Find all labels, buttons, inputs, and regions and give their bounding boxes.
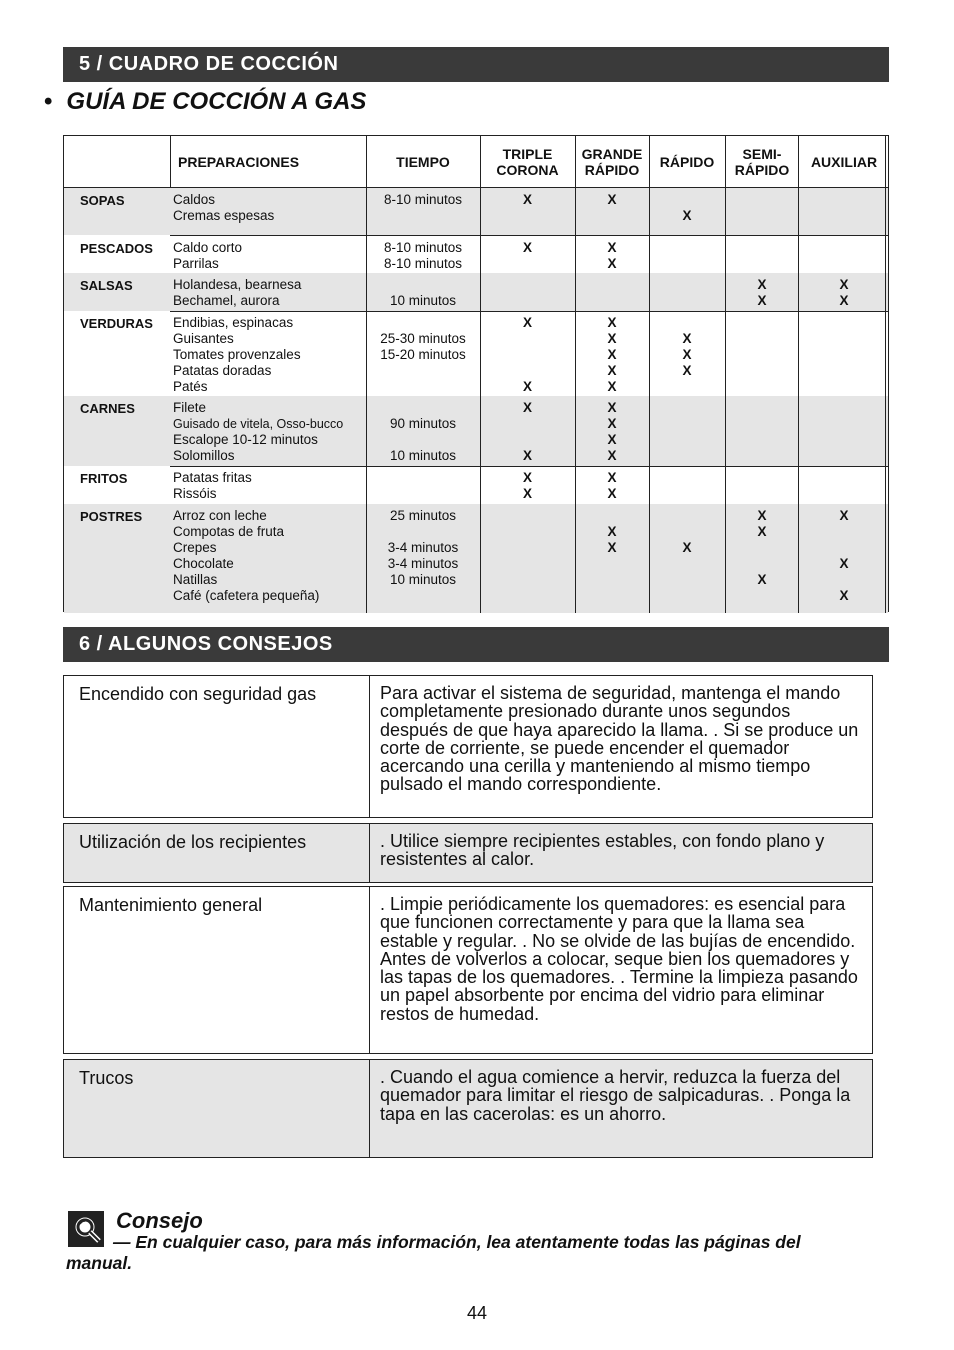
burner-mark xyxy=(650,315,724,331)
burner-mark xyxy=(576,208,648,224)
cooking-time: 3-4 minutos xyxy=(387,556,459,571)
cooking-time: 8-10 minutos xyxy=(383,192,463,207)
burner-mark xyxy=(800,379,888,395)
preparation-item: Guisado de vitela, Osso-bucco xyxy=(173,417,344,431)
preparation-item: Solomillos xyxy=(173,448,235,463)
burner-mark xyxy=(726,192,798,208)
tip-text: . Limpie periódicamente los quemadores: es esencial para que funcionen correctamente y para que la llama sea estable y regular. . No se olvide de las bujías de encendido. Antes de volverlos a colocar, seque bien los quemadores y las tapas de los quemadores. . Termine la limpieza pasando un papel absorbente por encima del vidrio para eliminar restos de humedad. xyxy=(380,894,858,1024)
cooking-time: 90 minutos xyxy=(389,416,457,431)
burner-mark xyxy=(800,432,888,448)
burner-mark xyxy=(481,524,574,540)
table-row-group xyxy=(64,311,888,396)
burner-mark: X xyxy=(839,556,849,571)
guide-title xyxy=(44,88,366,116)
burner-mark xyxy=(800,470,888,486)
tip-row xyxy=(63,1059,873,1158)
header-tiempo: TIEMPO xyxy=(396,154,450,170)
burner-mark xyxy=(576,293,648,309)
section-5-title: 5 / CUADRO DE COCCIÓN xyxy=(79,53,339,75)
category-label: SOPAS xyxy=(80,193,125,208)
burner-mark xyxy=(800,256,888,272)
cooking-time xyxy=(367,363,479,379)
burner-mark: X xyxy=(522,379,532,394)
cooking-time xyxy=(367,315,479,331)
burner-mark xyxy=(481,556,574,572)
bullet-icon: • xyxy=(44,88,53,115)
cooking-time xyxy=(367,432,479,448)
burner-mark xyxy=(800,363,888,379)
preparation-item: Cremas espesas xyxy=(173,208,275,223)
table-row-group xyxy=(64,188,888,235)
burner-mark xyxy=(800,347,888,363)
preparation-item: Filete xyxy=(173,400,207,415)
burner-mark xyxy=(481,572,574,588)
cooking-time xyxy=(367,588,479,604)
burner-mark xyxy=(576,588,648,604)
burner-mark xyxy=(726,208,798,224)
burner-mark: X xyxy=(607,347,617,362)
cooking-time: 25-30 minutos xyxy=(380,331,466,346)
preparation-item: Parrilas xyxy=(173,256,219,271)
burner-mark xyxy=(800,540,888,556)
burner-mark xyxy=(800,192,888,208)
cooking-time xyxy=(367,379,479,395)
burner-mark: X xyxy=(839,588,849,603)
cooking-time: 8-10 minutos xyxy=(383,240,463,255)
burner-mark: X xyxy=(607,379,617,394)
burner-mark xyxy=(650,508,724,524)
burner-mark xyxy=(481,363,574,379)
burner-mark xyxy=(800,572,888,588)
table-row-group xyxy=(64,396,888,466)
burner-mark xyxy=(576,508,648,524)
cooking-time xyxy=(367,208,479,224)
table-row-group xyxy=(64,466,888,504)
category-label: POSTRES xyxy=(80,509,143,524)
burner-mark xyxy=(481,588,574,604)
cooking-time: 10 minutos xyxy=(389,572,457,587)
burner-mark xyxy=(481,208,574,224)
tip-text: Para activar el sistema de seguridad, mantenga el mando completamente presionado durante unos segundos después de que haya aparecido la llama. . Si se produce un corte de corriente, se puede encender el quemador acercando una cerilla y manteniendo al mismo tiempo pulsado el mando correspondiente. xyxy=(380,683,859,795)
category-label: VERDURAS xyxy=(80,316,153,331)
burner-mark xyxy=(726,486,798,502)
burner-mark: X xyxy=(607,363,617,378)
burner-mark xyxy=(576,277,648,293)
preparation-item: Arroz con leche xyxy=(173,508,267,523)
burner-mark xyxy=(481,277,574,293)
burner-mark xyxy=(800,400,888,416)
burner-mark xyxy=(726,470,798,486)
advice-title: Consejo xyxy=(116,1208,203,1233)
header-auxiliar: AUXILIAR xyxy=(810,154,878,170)
header-preparaciones: PREPARACIONES xyxy=(178,154,300,170)
burner-mark: X xyxy=(682,331,692,346)
burner-mark: X xyxy=(607,315,617,330)
tip-label: Encendido con seguridad gas xyxy=(79,684,317,704)
burner-mark xyxy=(800,416,888,432)
cooking-time: 8-10 minutos xyxy=(383,256,463,271)
burner-mark: X xyxy=(607,470,617,485)
burner-mark xyxy=(726,432,798,448)
burner-mark: X xyxy=(522,192,532,207)
burner-mark: X xyxy=(757,572,767,587)
burner-mark xyxy=(800,331,888,347)
burner-mark xyxy=(726,315,798,331)
section-6-header xyxy=(63,627,889,662)
burner-mark xyxy=(726,448,798,464)
burner-mark xyxy=(726,331,798,347)
burner-mark: X xyxy=(607,524,617,539)
section-5-header xyxy=(63,47,889,82)
cooking-time xyxy=(367,277,479,293)
burner-mark: X xyxy=(682,347,692,362)
burner-mark: X xyxy=(607,192,617,207)
tip-row xyxy=(63,675,873,818)
preparation-item: Bechamel, aurora xyxy=(173,293,280,308)
burner-mark xyxy=(576,556,648,572)
burner-mark: X xyxy=(522,400,532,415)
preparation-item: Compotas de fruta xyxy=(173,524,285,539)
burner-mark: X xyxy=(522,486,532,501)
table-row-group xyxy=(64,273,888,311)
burner-mark xyxy=(800,208,888,224)
burner-mark xyxy=(650,293,724,309)
burner-mark: X xyxy=(522,240,532,255)
burner-mark: X xyxy=(682,208,692,223)
preparation-item: Tomates provenzales xyxy=(173,347,301,362)
burner-mark: X xyxy=(839,508,849,523)
header-rapido: RÁPIDO xyxy=(659,154,715,170)
burner-mark xyxy=(481,416,574,432)
tip-text: . Cuando el agua comience a hervir, reduzca la fuerza del quemador para limitar el riesgo de salpicaduras. . Ponga la tapa en las cacerolas: es un ahorro. xyxy=(380,1067,851,1124)
burner-mark xyxy=(650,379,724,395)
burner-mark xyxy=(650,448,724,464)
burner-mark xyxy=(481,331,574,347)
burner-mark: X xyxy=(757,508,767,523)
section-6-title: 6 / ALGUNOS CONSEJOS xyxy=(79,633,333,655)
burner-mark xyxy=(481,256,574,272)
burner-mark xyxy=(650,588,724,604)
burner-mark xyxy=(726,347,798,363)
burner-mark: X xyxy=(607,331,617,346)
burner-mark xyxy=(726,556,798,572)
burner-mark xyxy=(800,315,888,331)
burner-mark xyxy=(481,347,574,363)
cooking-time: 25 minutos xyxy=(389,508,457,523)
preparation-item: Chocolate xyxy=(173,556,234,571)
burner-mark xyxy=(800,486,888,502)
category-label: FRITOS xyxy=(80,471,128,486)
burner-mark xyxy=(726,379,798,395)
burner-mark xyxy=(650,416,724,432)
cooking-time: 10 minutos xyxy=(389,448,457,463)
burner-mark: X xyxy=(607,448,617,463)
cooking-time: 3-4 minutos xyxy=(387,540,459,555)
burner-mark xyxy=(726,363,798,379)
burner-mark xyxy=(650,470,724,486)
preparation-item: Crepes xyxy=(173,540,217,555)
burner-mark xyxy=(726,416,798,432)
burner-mark xyxy=(726,240,798,256)
burner-mark: X xyxy=(839,277,849,292)
tip-text: . Utilice siempre recipientes estables, con fondo plano y resistentes al calor. xyxy=(380,831,825,870)
preparation-item: Patatas doradas xyxy=(173,363,272,378)
burner-mark: X xyxy=(682,363,692,378)
burner-mark xyxy=(726,256,798,272)
table-row-group xyxy=(64,236,888,273)
burner-mark xyxy=(481,432,574,448)
cooking-time xyxy=(367,524,479,540)
header-grande-rapido: GRANDE RÁPIDO xyxy=(581,146,643,178)
burner-mark: X xyxy=(607,486,617,501)
preparation-item: Caldo corto xyxy=(173,240,243,255)
burner-mark xyxy=(726,588,798,604)
burner-mark: X xyxy=(607,432,617,447)
burner-mark xyxy=(800,448,888,464)
tip-label: Mantenimiento general xyxy=(79,895,263,915)
burner-mark: X xyxy=(522,315,532,330)
burner-mark xyxy=(650,256,724,272)
category-label: PESCADOS xyxy=(80,241,153,256)
header-triple-corona: TRIPLE CORONA xyxy=(496,146,559,178)
preparation-item: Caldos xyxy=(173,192,216,207)
table-row-group xyxy=(64,504,888,613)
preparation-item: Natillas xyxy=(173,572,218,587)
burner-mark xyxy=(800,524,888,540)
preparation-item: Endibias, espinacas xyxy=(173,315,294,330)
category-label: SALSAS xyxy=(80,278,133,293)
burner-mark xyxy=(726,540,798,556)
burner-mark xyxy=(650,240,724,256)
advice-text: — En cualquier caso, para más información, lea atentamente todas las páginas del manual. xyxy=(66,1232,801,1273)
preparation-item: Patatas fritas xyxy=(173,470,252,485)
page-number: 44 xyxy=(466,1303,488,1323)
cooking-time xyxy=(367,400,479,416)
burner-mark: X xyxy=(522,448,532,463)
preparation-item: Café (cafetera pequeña) xyxy=(173,588,320,603)
burner-mark xyxy=(650,572,724,588)
tip-label: Trucos xyxy=(79,1068,134,1088)
burner-mark xyxy=(650,524,724,540)
burner-mark: X xyxy=(607,400,617,415)
burner-mark xyxy=(650,400,724,416)
burner-mark: X xyxy=(757,293,767,308)
burner-mark: X xyxy=(757,277,767,292)
burner-mark: X xyxy=(839,293,849,308)
burner-mark: X xyxy=(682,540,692,555)
burner-mark: X xyxy=(607,256,617,271)
cooking-time xyxy=(367,470,479,486)
burner-mark xyxy=(726,400,798,416)
tip-row xyxy=(63,823,873,883)
burner-mark xyxy=(481,508,574,524)
header-semi-rapido: SEMI- RÁPIDO xyxy=(734,146,790,178)
preparation-item: Holandesa, bearnesa xyxy=(173,277,302,292)
cooking-time xyxy=(367,486,479,502)
burner-mark xyxy=(481,540,574,556)
burner-mark: X xyxy=(607,240,617,255)
burner-mark: X xyxy=(607,416,617,431)
burner-mark: X xyxy=(522,470,532,485)
burner-mark xyxy=(650,192,724,208)
burner-mark: X xyxy=(757,524,767,539)
cooking-time: 15-20 minutos xyxy=(380,347,466,362)
burner-mark xyxy=(800,240,888,256)
preparation-item: Escalope 10-12 minutos xyxy=(173,432,318,447)
burner-mark xyxy=(650,486,724,502)
preparation-item: Guisantes xyxy=(173,331,234,346)
preparation-item: Patés xyxy=(173,379,208,394)
burner-mark xyxy=(481,293,574,309)
tip-label: Utilización de los recipientes xyxy=(79,832,307,852)
cooking-table xyxy=(63,135,889,612)
preparation-item: Rissóis xyxy=(173,486,217,501)
burner-mark xyxy=(650,277,724,293)
burner-mark: X xyxy=(607,540,617,555)
burner-mark xyxy=(576,572,648,588)
burner-mark xyxy=(650,556,724,572)
category-label: CARNES xyxy=(80,401,135,416)
guide-title-text: GUÍA DE COCCIÓN A GAS xyxy=(66,88,367,115)
cooking-time: 10 minutos xyxy=(389,293,457,308)
burner-mark xyxy=(650,432,724,448)
tip-row xyxy=(63,886,873,1054)
